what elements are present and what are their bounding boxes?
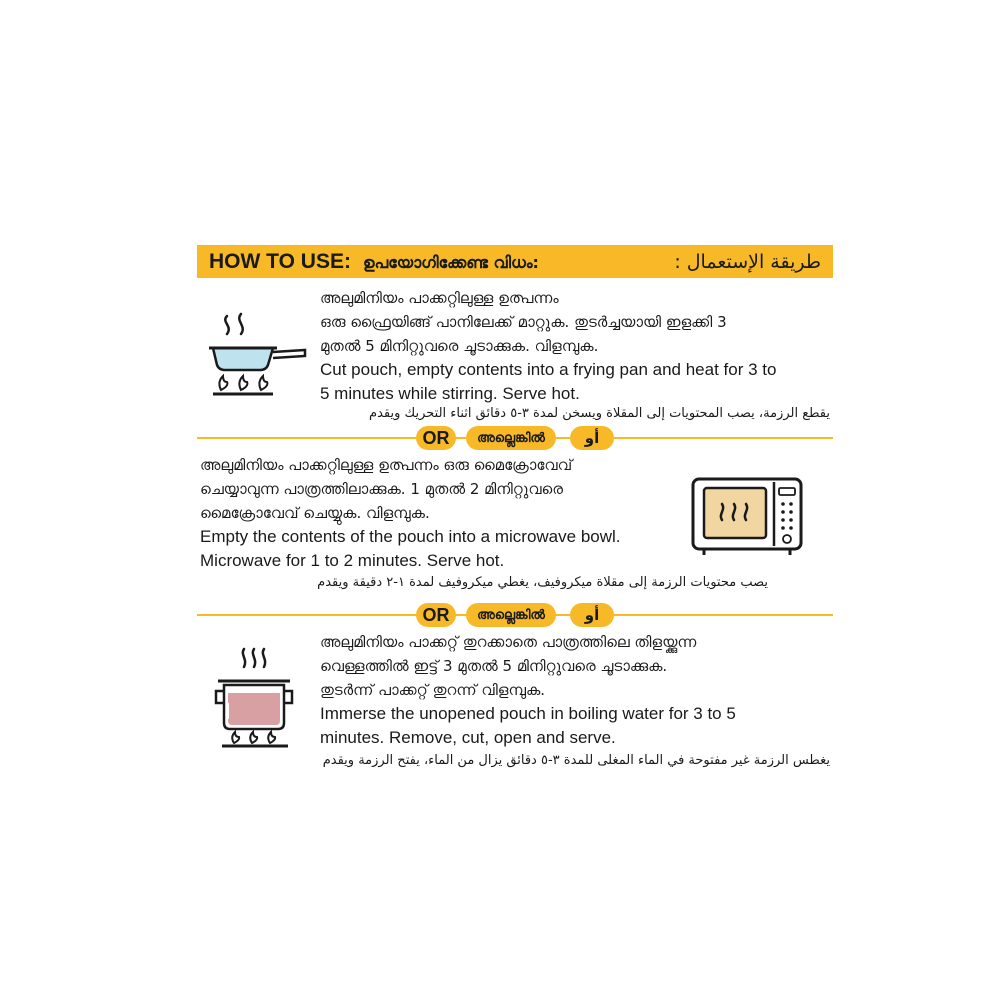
step1-en-line2: 5 minutes while stirring. Serve hot. <box>320 384 580 403</box>
or-badge-ar-2: أو <box>570 603 614 627</box>
or-badge-ml-2: അല്ലെങ്കിൽ <box>466 603 556 627</box>
step2-ml-line2: ചെയ്യാവുന്ന പാത്രത്തിലാക്കുക. 1 മുതൽ 2 മിനിറ്റുവരെ <box>200 480 563 498</box>
step3-en-line1: Immerse the unopened pouch in boiling water for 3 to 5 <box>320 704 736 723</box>
or-badge-ar-1: أو <box>570 426 614 450</box>
boiling-pot-icon <box>210 645 300 750</box>
step3-en-line2: minutes. Remove, cut, open and serve. <box>320 728 616 747</box>
step2-ar: يصب محتويات الرزمة إلى مقلاة ميكروفيف، يغطي ميكروفيف لمدة ١-٢ دقيقة ويقدم <box>317 575 768 590</box>
step1-ml-line3: മുതൽ 5 മിനിറ്റുവരെ ചൂടാക്കുക. വിളമ്പുക. <box>320 337 599 355</box>
step2-ml-line1: അലുമിനിയം പാക്കറ്റിലുള്ള ഉത്പന്നം ഒരു മൈക്രോവേവ് <box>200 456 573 474</box>
header-title-en: HOW TO USE: <box>209 249 351 273</box>
or-badge-1: OR <box>416 426 456 450</box>
frying-pan-icon <box>205 310 310 400</box>
step3-ar: يغطس الرزمة غير مفتوحة في الماء المغلى للمدة ٣-٥ دقائق يزال من الماء، يفتح الرزمة ويقدم <box>322 753 830 768</box>
microwave-icon <box>690 476 805 558</box>
header-title-ar: طريقة الإستعمال : <box>674 250 821 273</box>
step2-en-line1: Empty the contents of the pouch into a microwave bowl. <box>200 527 621 546</box>
or-badge-2: OR <box>416 603 456 627</box>
step3-ml-line2: വെള്ളത്തിൽ ഇട്ട് 3 മുതൽ 5 മിനിറ്റുവരെ ചൂടാക്കുക. <box>320 657 668 675</box>
header-left <box>209 250 539 274</box>
step1-ml-line1: അലുമിനിയം പാക്കറ്റിലുള്ള ഉത്പന്നം <box>320 289 559 307</box>
step3-ml-line3: തുടർന്ന് പാക്കറ്റ് തുറന്ന് വിളമ്പുക. <box>320 681 546 699</box>
step2-en-line2: Microwave for 1 to 2 minutes. Serve hot. <box>200 551 505 570</box>
or-badge-ml-1: അല്ലെങ്കിൽ <box>466 426 556 450</box>
step1-text <box>320 286 776 406</box>
header-title-ml: ഉപയോഗിക്കേണ്ട വിധം: <box>362 252 539 272</box>
step2-text <box>200 453 621 573</box>
step1-ml-line2: ഒരു ഫ്രൈയിങ്ങ് പാനിലേക്ക് മാറ്റുക. തുടർച്ചയായി ഇളക്കി 3 <box>320 313 727 331</box>
instructions-header <box>197 245 833 278</box>
step1-en-line1: Cut pouch, empty contents into a frying pan and heat for 3 to <box>320 360 777 379</box>
step3-ml-line1: അലുമിനിയം പാക്കറ്റ് തുറക്കാതെ പാത്രത്തിലെ തിളയ്ക്കുന്ന <box>320 633 697 651</box>
step2-ml-line3: മൈക്രോവേവ് ചെയ്യുക. വിളമ്പുക. <box>200 504 430 522</box>
step1-ar: يقطع الرزمة، يصب المحتويات إلى المقلاة ويسخن لمدة ٣-٥ دقائق اثناء التحريك ويقدم <box>369 406 830 421</box>
step3-text <box>320 630 736 750</box>
